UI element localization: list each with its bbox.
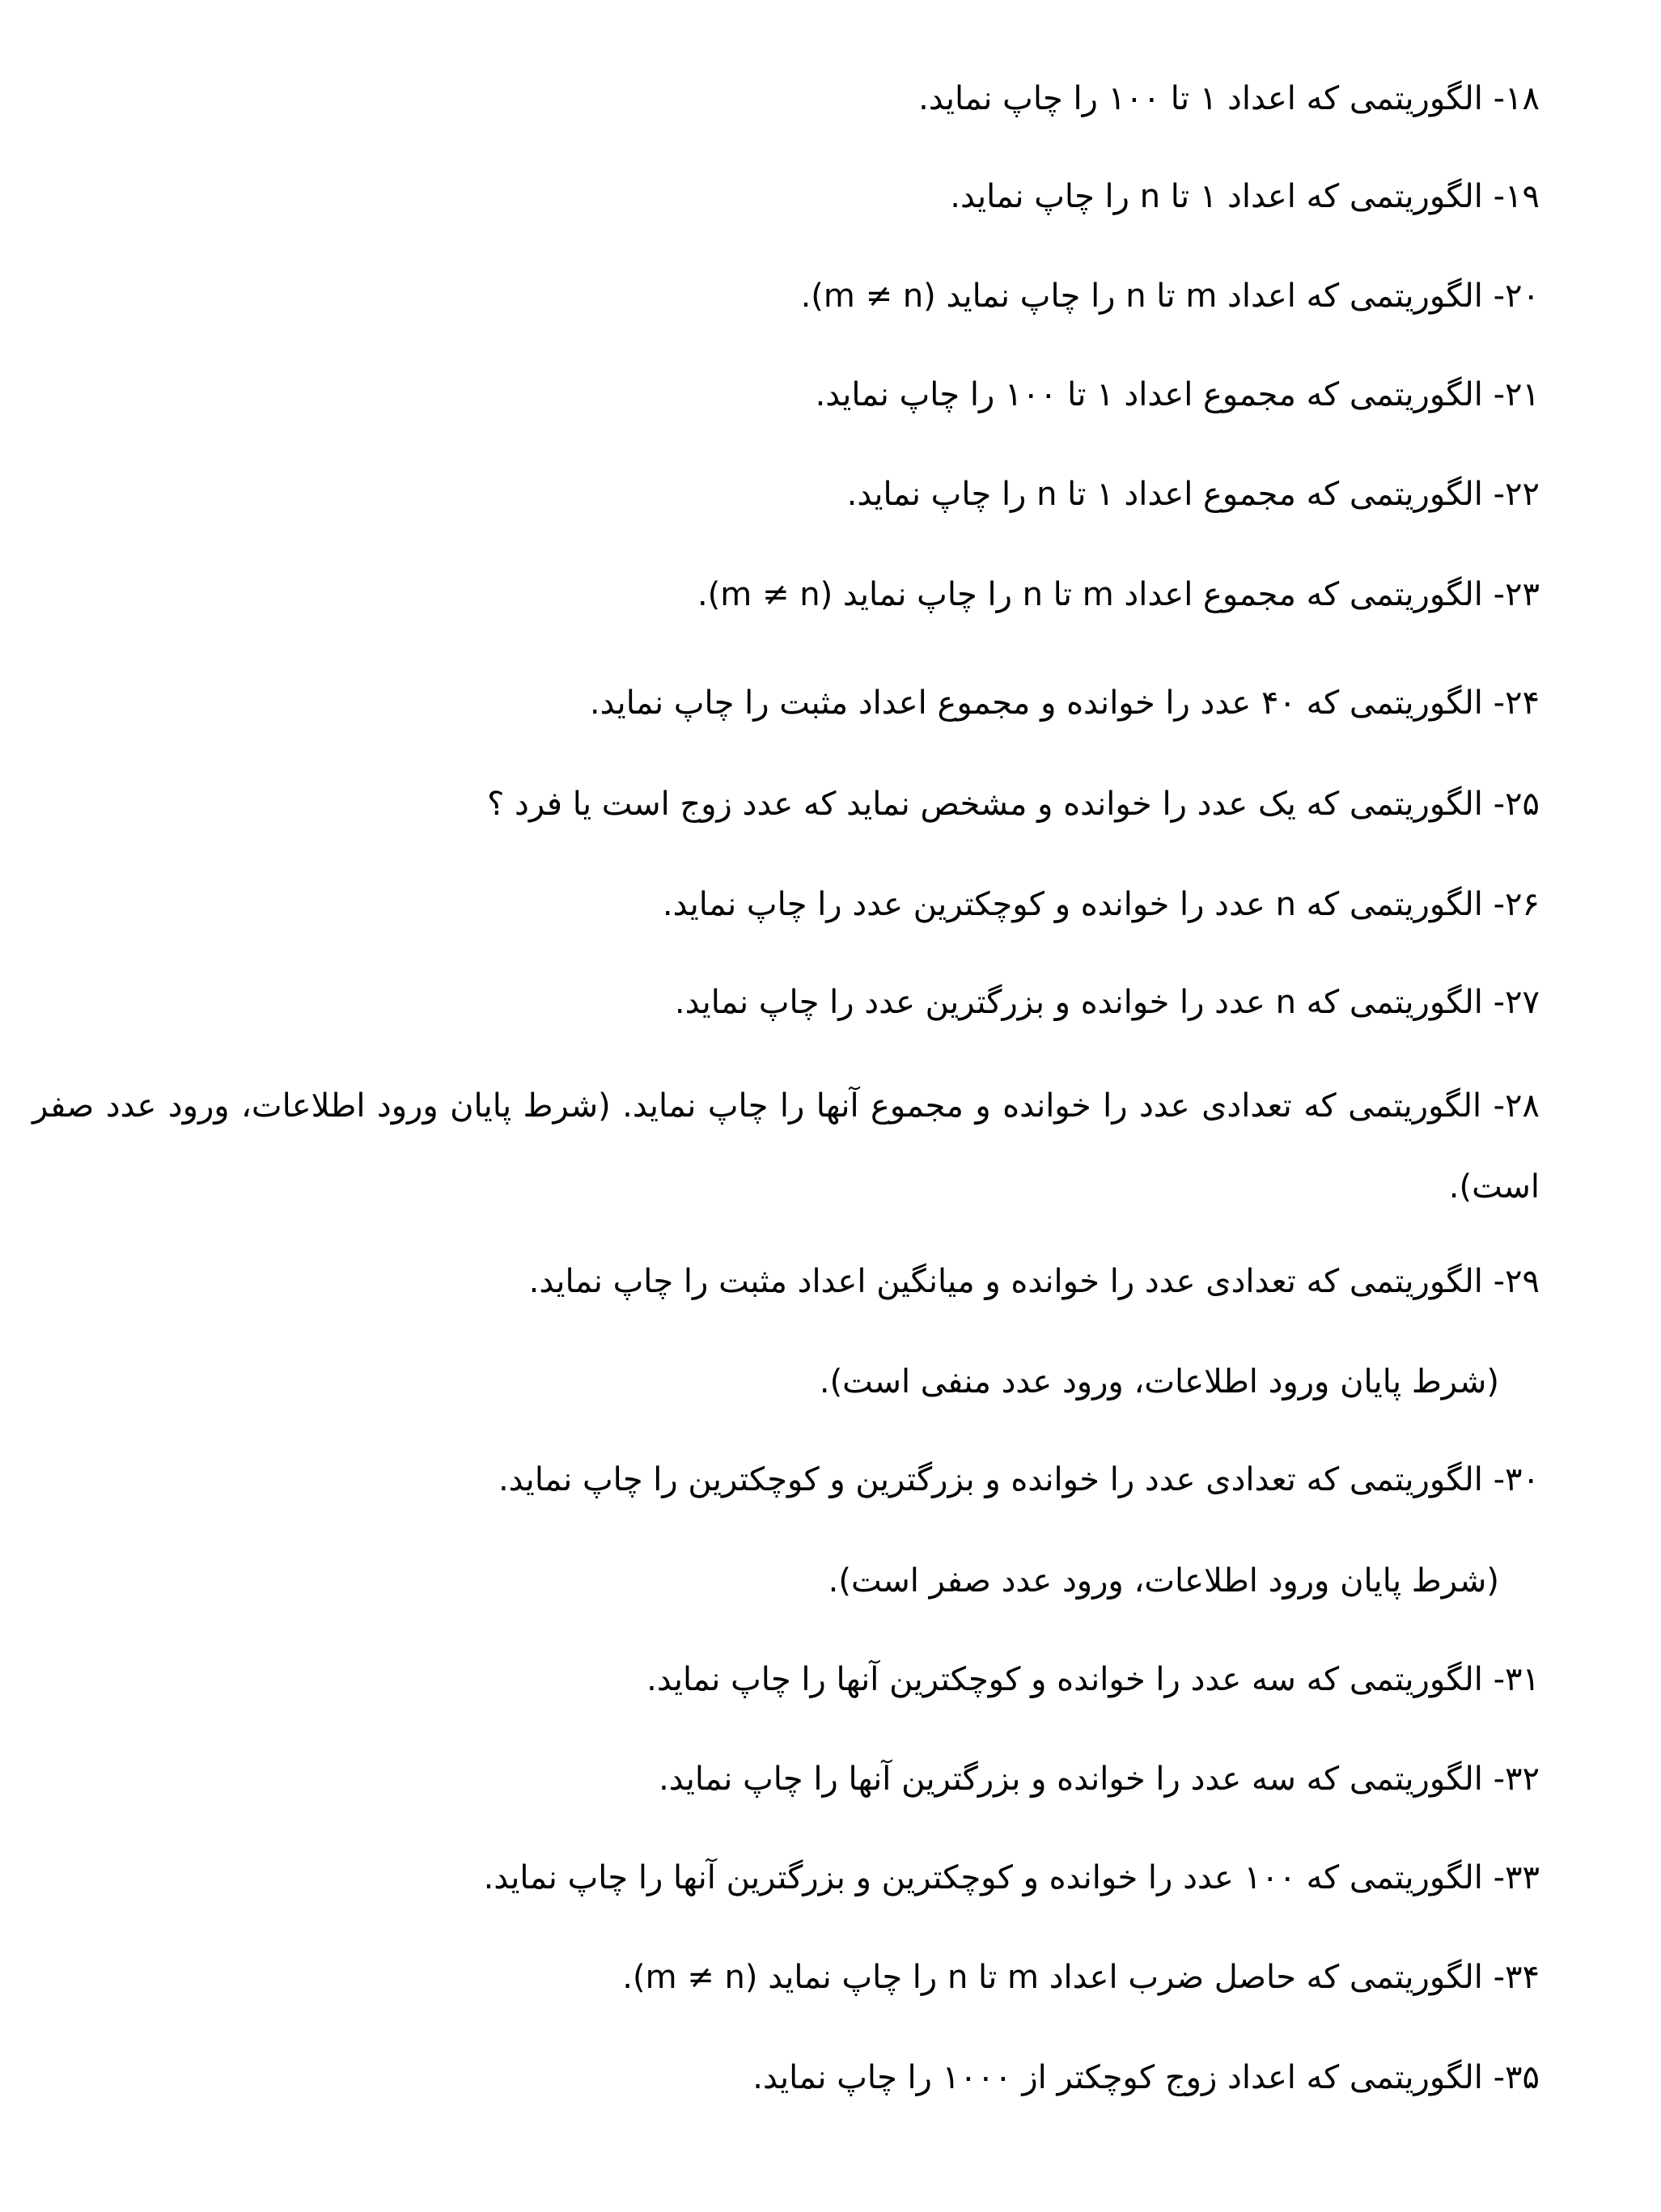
exercise-26: ۲۶- الگوریتمی که n عدد را خوانده و کوچکترین عدد را چاپ نماید. <box>662 886 1540 923</box>
exercise-35: ۳۵- الگوریتمی که اعداد زوج کوچکتر از ۱۰۰۰ را چاپ نماید. <box>752 2059 1540 2096</box>
exercise-29-condition: (شرط پایان ورود اطلاعات، ورود عدد منفی است). <box>819 1363 1499 1401</box>
exercise-30-condition: (شرط پایان ورود اطلاعات، ورود عدد صفر است). <box>828 1562 1499 1600</box>
exercise-30: ۳۰- الگوریتمی که تعدادی عدد را خوانده و بزرگترین و کوچکترین را چاپ نماید. <box>498 1461 1540 1498</box>
exercise-29: ۲۹- الگوریتمی که تعدادی عدد را خوانده و میانگین اعداد مثبت را چاپ نماید. <box>528 1263 1540 1300</box>
exercise-19: ۱۹- الگوریتمی که اعداد ۱ تا n را چاپ نماید. <box>950 178 1540 215</box>
exercise-24: ۲۴- الگوریتمی که ۴۰ عدد را خوانده و مجموع اعداد مثبت را چاپ نماید. <box>589 684 1540 722</box>
exercise-23: ۲۳- الگوریتمی که مجموع اعداد m تا n را چاپ نماید (m ≠ n). <box>697 576 1540 613</box>
exercise-33: ۳۳- الگوریتمی که ۱۰۰ عدد را خوانده و کوچکترین و بزرگترین آنها را چاپ نماید. <box>483 1859 1540 1896</box>
exercise-28: ۲۸- الگوریتمی که تعدادی عدد را خوانده و مجموع آنها را چاپ نماید. (شرط پایان ورود اطلاعات، ورود عدد صفر است). <box>32 1087 1540 1206</box>
exercise-21: ۲۱- الگوریتمی که مجموع اعداد ۱ تا ۱۰۰ را چاپ نماید. <box>815 376 1540 413</box>
exercise-27: ۲۷- الگوریتمی که n عدد را خوانده و بزرگترین عدد را چاپ نماید. <box>674 984 1540 1021</box>
exercise-32: ۳۲- الگوریتمی که سه عدد را خوانده و بزرگترین آنها را چاپ نماید. <box>659 1761 1540 1798</box>
exercise-20: ۲۰- الگوریتمی که اعداد m تا n را چاپ نماید (m ≠ n). <box>800 278 1540 315</box>
exercise-22: ۲۲- الگوریتمی که مجموع اعداد ۱ تا n را چاپ نماید. <box>846 476 1540 513</box>
exercise-18: ۱۸- الگوریتمی که اعداد ۱ تا ۱۰۰ را چاپ نماید. <box>918 80 1540 117</box>
exercise-31: ۳۱- الگوریتمی که سه عدد را خوانده و کوچکترین آنها را چاپ نماید. <box>646 1661 1540 1698</box>
exercise-25: ۲۵- الگوریتمی که یک عدد را خوانده و مشخص نماید که عدد زوج است یا فرد ؟ <box>487 786 1540 823</box>
exercise-34: ۳۴- الگوریتمی که حاصل ضرب اعداد m تا n را چاپ نماید (m ≠ n). <box>622 1959 1540 1996</box>
